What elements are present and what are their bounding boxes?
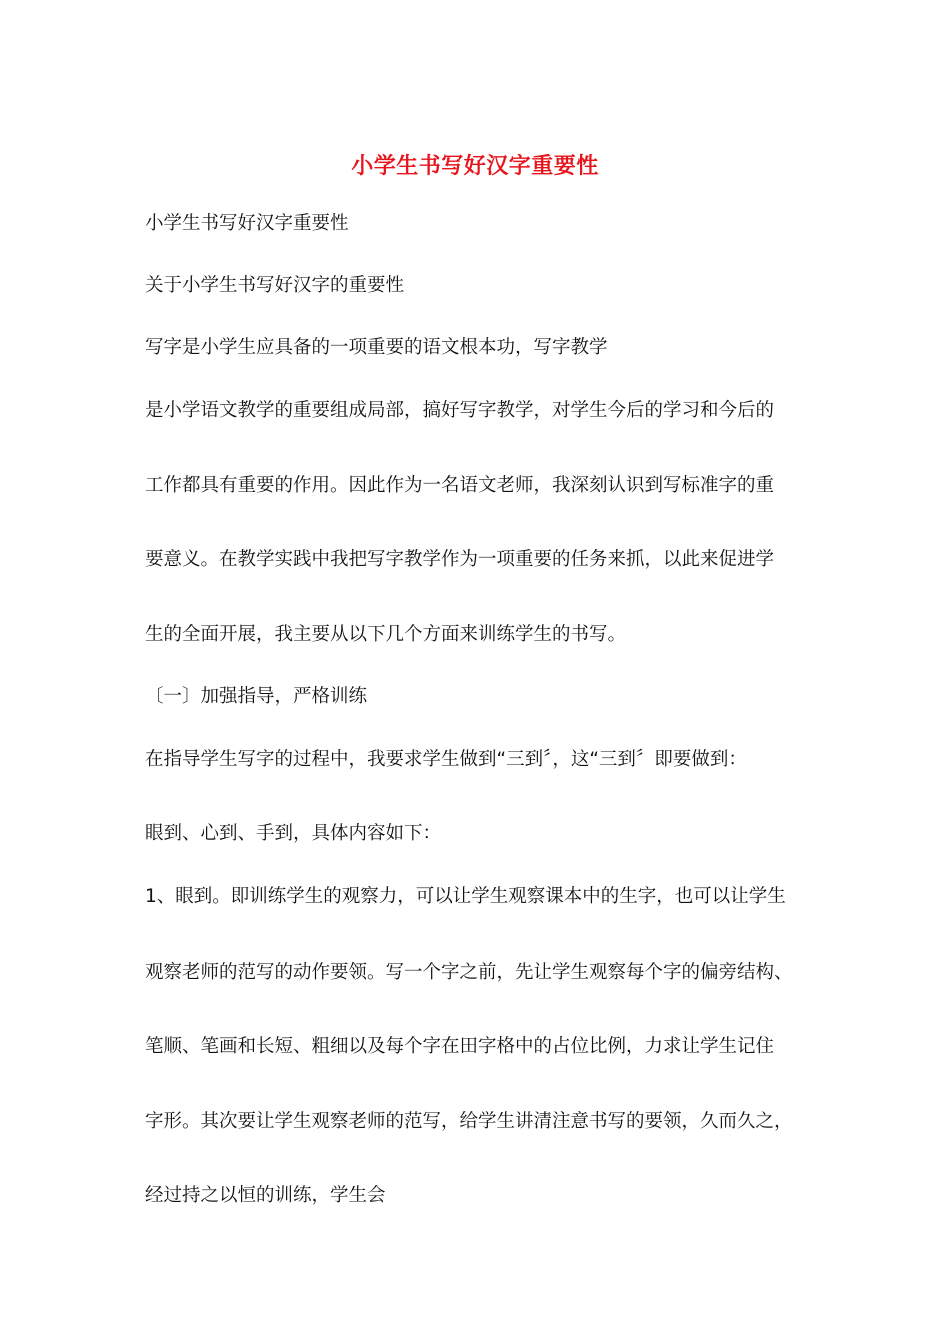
section-heading: 〔一〕加强指导，严格训练 [145,686,368,707]
paragraph-line: 经过持之以恒的训练，学生会 [145,1185,386,1206]
paragraph-line: 生的全面开展，我主要从以下几个方面来训练学生的书写。 [145,624,627,645]
paragraph-line: 观察老师的范写的动作要领。写一个字之前，先让学生观察每个字的偏旁结构、 [145,962,793,983]
paragraph-line: 1、眼到。即训练学生的观察力，可以让学生观察课本中的生字，也可以让学生 [145,886,786,907]
paragraph-line: 是小学语文教学的重要组成局部，搞好写字教学，对学生今后的学习和今后的 [145,400,775,421]
paragraph-line: 关于小学生书写好汉字的重要性 [145,275,405,296]
document-title: 小学生书写好汉字重要性 [351,153,599,179]
paragraph-line: 在指导学生写字的过程中，我要求学生做到“三到〞，这“三到〞即要做到： [145,749,747,770]
paragraph-line: 眼到、心到、手到，具体内容如下： [145,823,442,844]
paragraph-line: 工作都具有重要的作用。因此作为一名语文老师，我深刻认识到写标准字的重 [145,475,775,496]
paragraph-line: 字形。其次要让学生观察老师的范写，给学生讲清注意书写的要领，久而久之， [145,1111,793,1132]
paragraph-line: 小学生书写好汉字重要性 [145,213,349,234]
paragraph-line: 笔顺、笔画和长短、粗细以及每个字在田字格中的占位比例，力求让学生记住 [145,1036,775,1057]
paragraph-line: 写字是小学生应具备的一项重要的语文根本功，写字教学 [145,337,608,358]
paragraph-line: 要意义。在教学实践中我把写字教学作为一项重要的任务来抓，以此来促进学 [145,549,775,570]
